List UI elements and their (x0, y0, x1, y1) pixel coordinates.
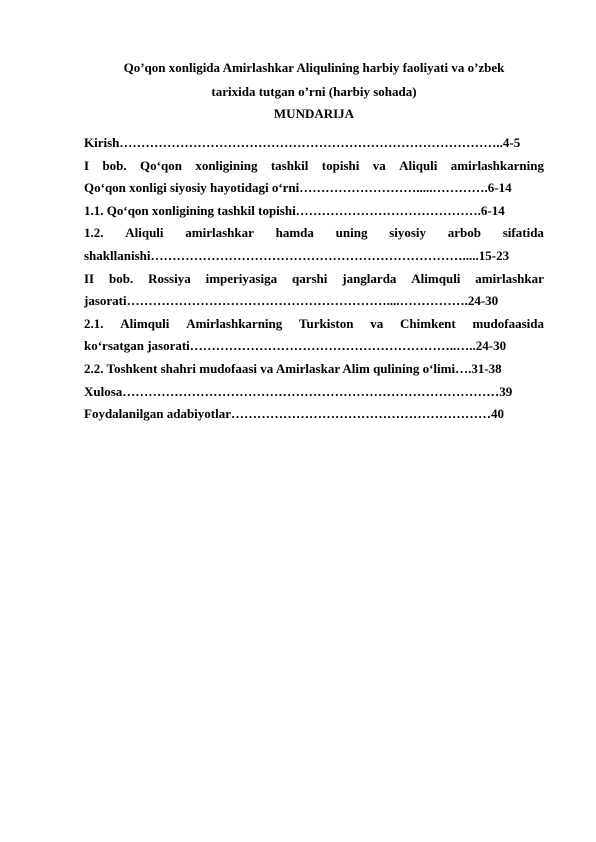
toc-word: bob. (109, 270, 134, 286)
toc-word: amirlashkarning (450, 157, 544, 173)
document-title-line-1: Qo’qon xonligida Amirlashkar Aliqulining harbiy faoliyati va o’zbek (123, 60, 505, 75)
toc-word: siyosiy (389, 225, 427, 241)
toc-entry-section-2-1 (84, 313, 544, 336)
toc-entry-chapter-1-cont: Qo‘qon xonligi siyosiy hayotidagi o‘rni……………………….....………….6-14 (84, 180, 512, 196)
toc-word: amirlashkar (185, 225, 254, 241)
toc-entry-references: Foydalanilgan adabiyotlar……………………………………………………40 (84, 406, 504, 422)
toc-entry-section-2-1-cont: ko‘rsatgan jasorati……………………………………………………..…..24-30 (84, 338, 507, 354)
toc-word: arbob (447, 225, 482, 241)
toc-word: Alimquli (411, 270, 461, 286)
toc-entry-section-1-2 (84, 222, 544, 245)
toc-word: imperiyasiga (205, 270, 278, 286)
toc-word: Alimquli (120, 315, 170, 331)
toc-word: janglarda (342, 270, 397, 286)
toc-entry-chapter-2-cont: jasorati……………………………………………………....…………….24-30 (84, 293, 499, 309)
toc-word: Turkiston (299, 315, 354, 331)
toc-word: Amirlashkarning (186, 315, 283, 331)
document-title-line-2: tarixida tutgan o’rni (harbiy sohada) (211, 84, 417, 99)
toc-entry-kirish: Kirish……………………………………………………………………………..4-5 (84, 135, 521, 150)
toc-word: bob. (102, 157, 127, 173)
toc-entry-chapter-2 (84, 268, 544, 291)
toc-word: Aliquli (125, 225, 164, 241)
toc-word: sifatida (502, 225, 544, 241)
table-of-contents (84, 132, 544, 426)
toc-word: 2.1. (84, 315, 104, 331)
toc-word: Qo‘qon (140, 157, 182, 173)
toc-entry-xulosa: Xulosa……………………………………………………………………………39 (84, 383, 513, 399)
toc-word: I (84, 157, 90, 173)
toc-word: 1.2. (84, 225, 104, 241)
toc-word: xonligining (195, 157, 258, 173)
toc-word: Rossiya (148, 270, 191, 286)
toc-word: va (370, 315, 384, 331)
toc-word: Aliquli (399, 157, 438, 173)
toc-word: topishi (321, 157, 360, 173)
toc-entry-section-1-2-cont: shakllanishi……………………………………………………………….....15-23 (84, 247, 510, 263)
toc-heading: MUNDARIJA (273, 106, 355, 121)
toc-word: hamda (275, 225, 314, 241)
toc-entry-section-1-1: 1.1. Qo‘qon xonligining tashkil topishi…………………………………….6-14 (84, 202, 505, 218)
toc-word: Chimkent (400, 315, 456, 331)
toc-entry-chapter-1 (84, 155, 544, 178)
toc-word: va (372, 157, 386, 173)
toc-entry-section-2-2: 2.2. Toshkent shahri mudofaasi va Amirlaskar Alim qulining o‘limi….31-38 (84, 360, 502, 376)
toc-word: uning (335, 225, 368, 241)
toc-word: II (84, 270, 95, 286)
toc-word: amirlashkar (475, 270, 544, 286)
toc-word: qarshi (291, 270, 328, 286)
toc-word: tashkil (270, 157, 309, 173)
toc-word: mudofaasida (472, 315, 544, 331)
